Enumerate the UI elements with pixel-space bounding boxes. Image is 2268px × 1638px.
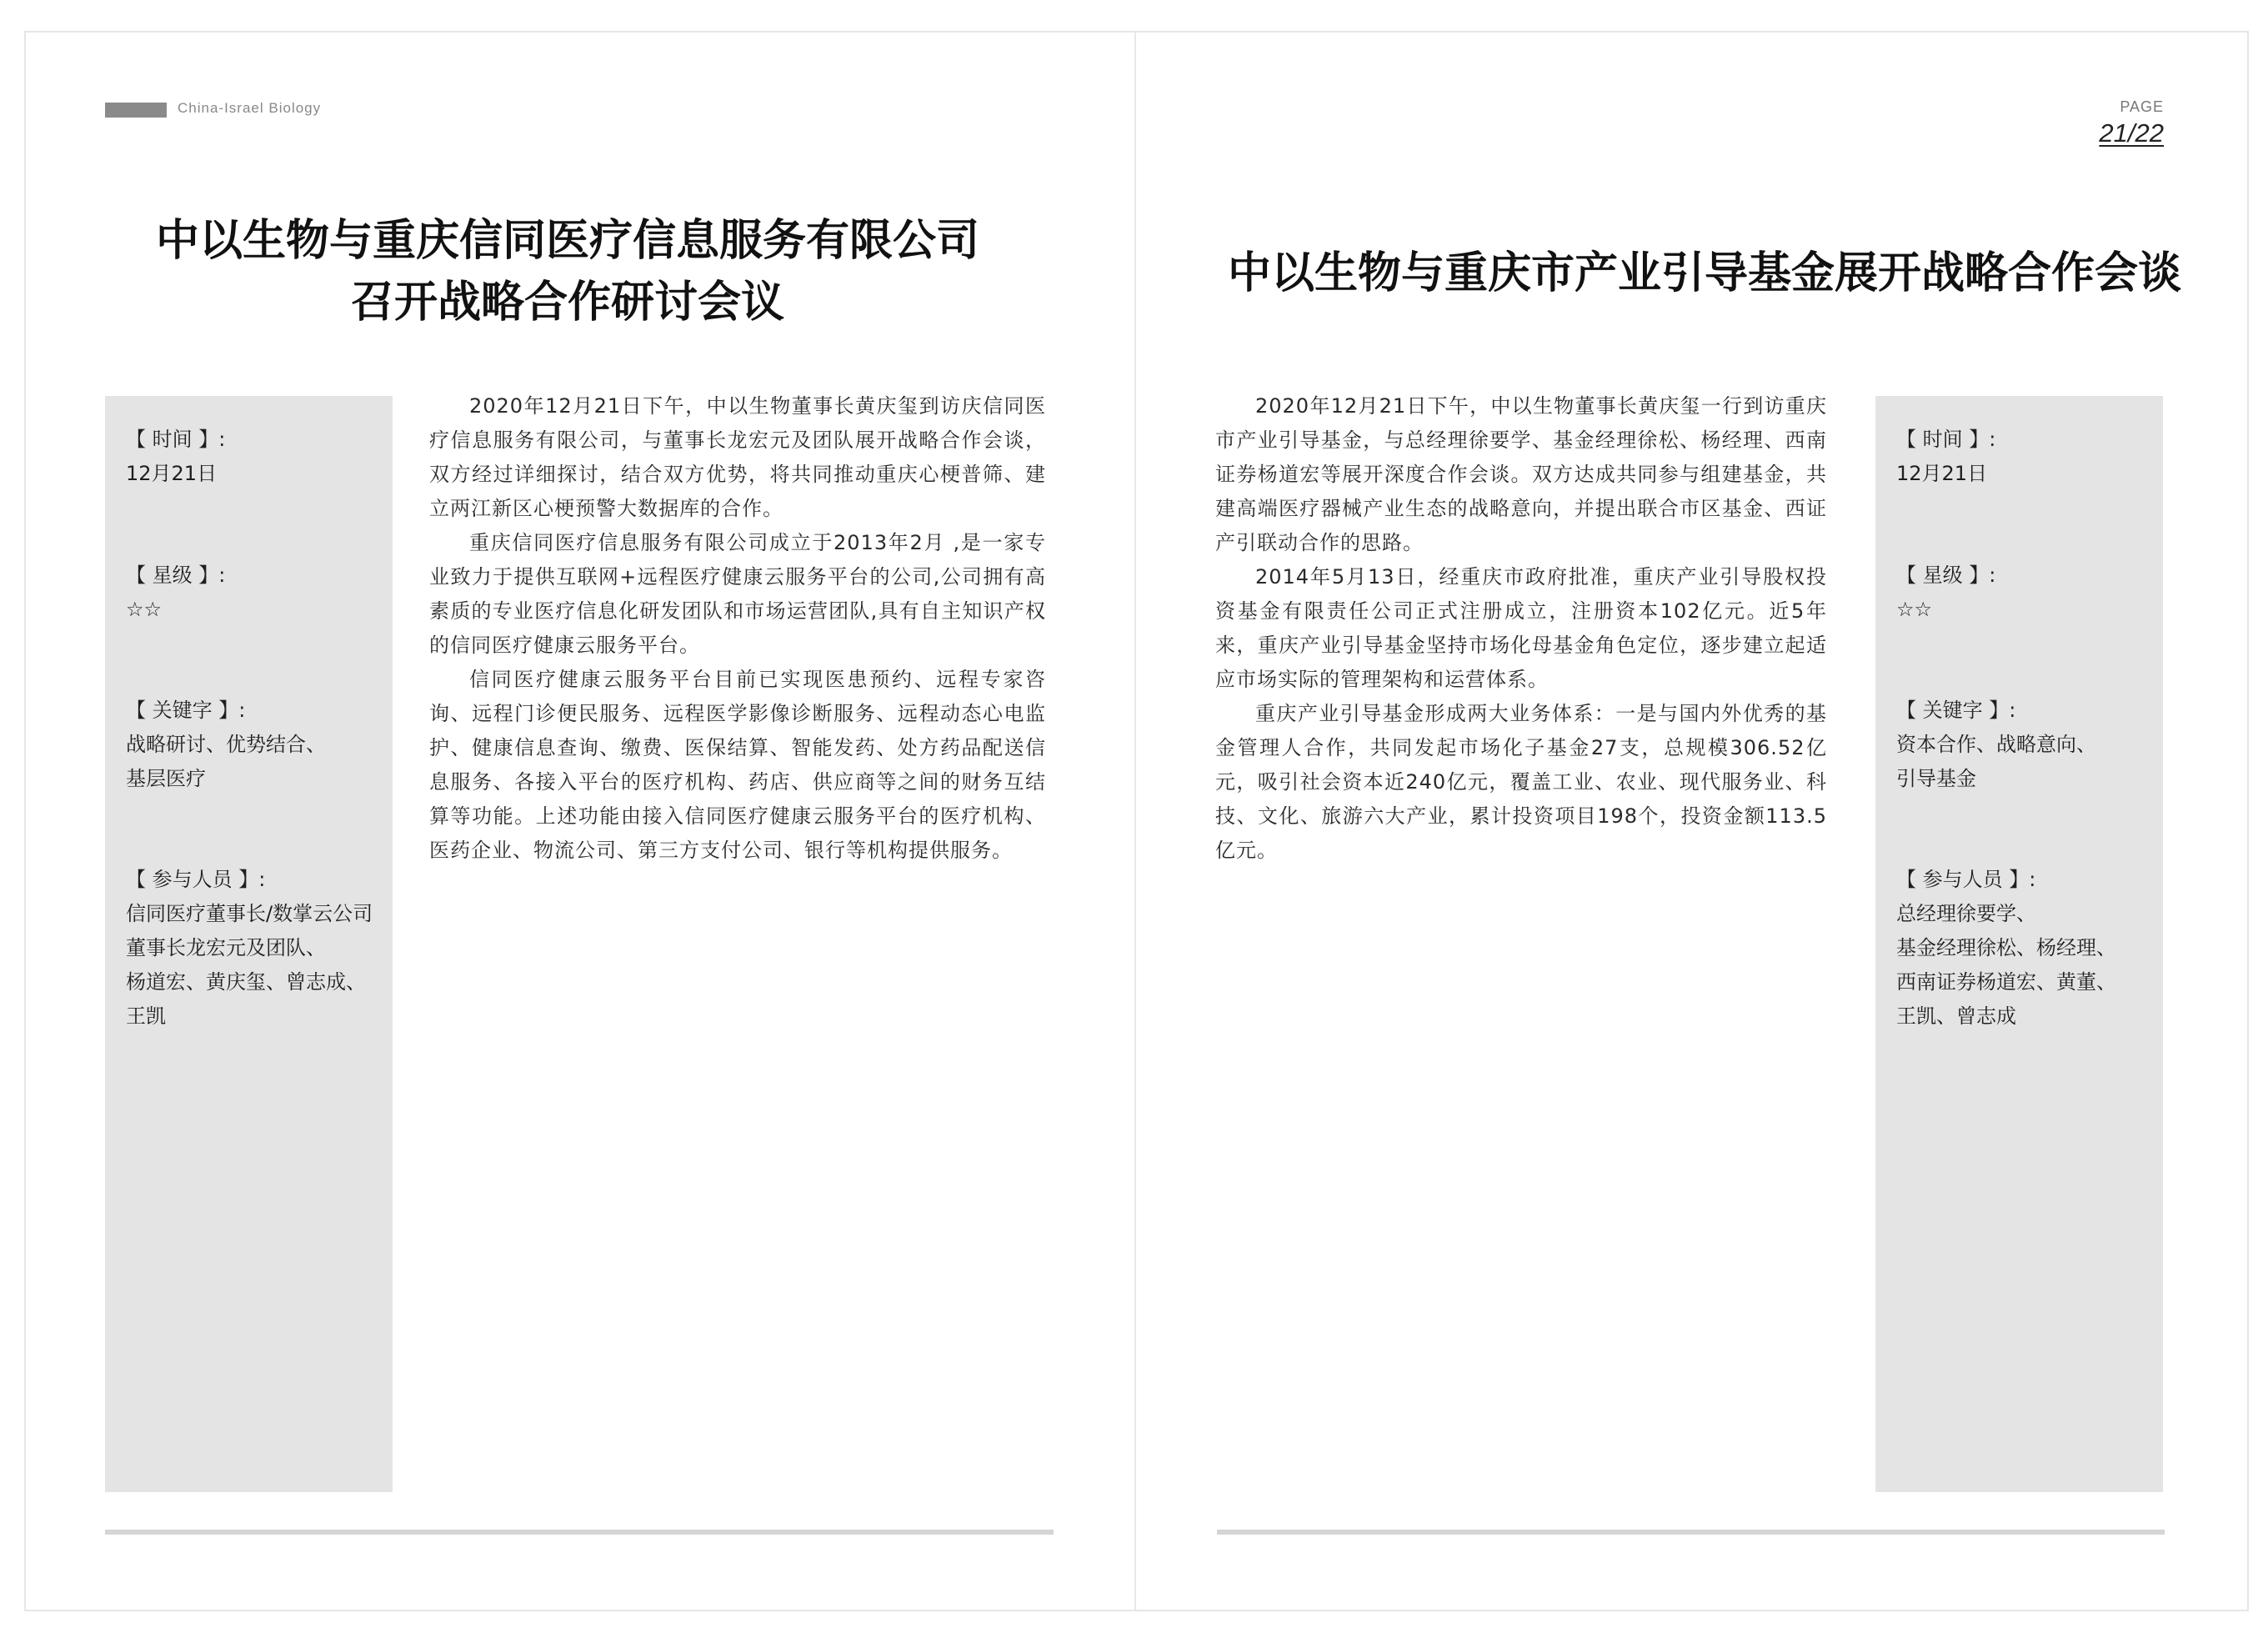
right-meta-time [1896, 423, 2161, 491]
body-paragraph: 2020年12月21日下午，中以生物董事长黄庆玺一行到访重庆市产业引导基金，与总经理徐要学、基金经理徐松、杨经理、西南证券杨道宏等展开深度合作会谈。双方达成共同参与组建基金，共建高端医疗器械产业生态的战略意向，并提出联合市区基金、西证产引联动合作的思路。 [1215, 394, 1827, 554]
right-meta-keywords [1896, 694, 2161, 796]
keywords-label: 【 关键字 】: [1896, 699, 2016, 722]
body-paragraph: 2020年12月21日下午，中以生物董事长黄庆玺到访庆信同医疗信息服务有限公司，与董事长龙宏元及团队展开战略合作会谈，双方经过详细探讨，结合双方优势，将共同推动重庆心梗普筛、建立两江新区心梗预警大数据库的合作。 [429, 394, 1046, 520]
right-meta-level [1896, 559, 2161, 627]
body-paragraph: 重庆产业引导基金形成两大业务体系：一是与国内外优秀的基金管理人合作，共同发起市场化子基金27支，总规模306.52亿元，吸引社会资本近240亿元，覆盖工业、农业、现代服务业、科技、文化、旅游六大产业，累计投资项目198个，投资金额113.5亿元。 [1215, 702, 1827, 862]
left-meta-panel [105, 396, 393, 1492]
right-meta-participants [1896, 863, 2161, 1034]
body-paragraph: 2014年5月13日，经重庆市政府批准，重庆产业引导股权投资基金有限责任公司正式注册成立，注册资本102亿元。近5年来，重庆产业引导基金坚持市场化母基金角色定位，逐步建立起适应市场实际的管理架构和运营体系。 [1215, 565, 1827, 691]
left-meta-keywords [126, 694, 391, 796]
left-meta-time [126, 423, 391, 491]
keywords-line: 战略研讨、优势结合、 [126, 733, 326, 756]
header-bar [105, 103, 167, 118]
participants-line: 王凯、曾志成 [1896, 1004, 2016, 1028]
keywords-line: 资本合作、战略意向、 [1896, 733, 2096, 756]
left-title-line-1: 中以生物与重庆信同医疗信息服务有限公司 [155, 215, 979, 266]
participants-label: 【 参与人员 】: [1896, 868, 2036, 891]
left-footer-rule [105, 1530, 1054, 1535]
body-paragraph: 信同医疗健康云服务平台目前已实现医患预约、远程专家咨询、远程门诊便民服务、远程医学影像诊断服务、远程动态心电监护、健康信息查询、缴费、医保结算、智能发药、处方药品配送信息服务、各接入平台的医疗机构、药店、供应商等之间的财务互结算等功能。上述功能由接入信同医疗健康云服务平台的医疗机构、医药企业、物流公司、第三方支付公司、银行等机构提供服务。 [429, 668, 1046, 862]
right-footer-rule [1217, 1530, 2165, 1535]
participants-line: 信同医疗董事长/数掌云公司 [126, 902, 373, 925]
participants-line: 王凯 [126, 1004, 166, 1028]
star-rating: ☆☆ [1896, 598, 1933, 621]
left-article-body [429, 389, 1046, 868]
center-gutter [1134, 31, 1136, 1610]
right-article-title: 中以生物与重庆市产业引导基金展开战略合作会谈 [1227, 248, 2181, 298]
star-rating: ☆☆ [126, 598, 163, 621]
participants-line: 基金经理徐松、杨经理、 [1896, 936, 2116, 959]
participants-label: 【 参与人员 】: [126, 868, 266, 891]
left-meta-participants [126, 863, 391, 1034]
participants-line: 总经理徐要学、 [1896, 902, 2036, 925]
left-article-title [105, 210, 1030, 333]
page-label: PAGE [2120, 98, 2164, 115]
keywords-line: 引导基金 [1896, 767, 1976, 790]
time-label: 【 时间 】: [1896, 428, 1996, 451]
right-meta-panel [1875, 396, 2163, 1492]
time-value: 12月21日 [126, 462, 218, 485]
level-label: 【 星级 】: [1896, 564, 1996, 587]
keywords-label: 【 关键字 】: [126, 699, 246, 722]
body-paragraph: 重庆信同医疗信息服务有限公司成立于2013年2月 ,是一家专业致力于提供互联网+远程医疗健康云服务平台的公司,公司拥有高素质的专业医疗信息化研发团队和市场运营团队,具有自主知识产权的信同医疗健康云服务平台。 [429, 531, 1046, 657]
publication-label: China-Israel Biology [178, 100, 322, 116]
right-article-body [1215, 389, 1827, 868]
level-label: 【 星级 】: [126, 564, 226, 587]
participants-line: 西南证券杨道宏、黄董、 [1896, 970, 2116, 994]
participants-line: 董事长龙宏元及团队、 [126, 936, 326, 959]
participants-line: 杨道宏、黄庆玺、曾志成、 [126, 970, 366, 994]
left-meta-level [126, 559, 391, 627]
time-label: 【 时间 】: [126, 428, 226, 451]
time-value: 12月21日 [1896, 462, 1988, 485]
keywords-line: 基层医疗 [126, 767, 206, 790]
left-title-line-2: 召开战略合作研讨会议 [350, 277, 784, 328]
page-number: 21/22 [2099, 118, 2164, 148]
